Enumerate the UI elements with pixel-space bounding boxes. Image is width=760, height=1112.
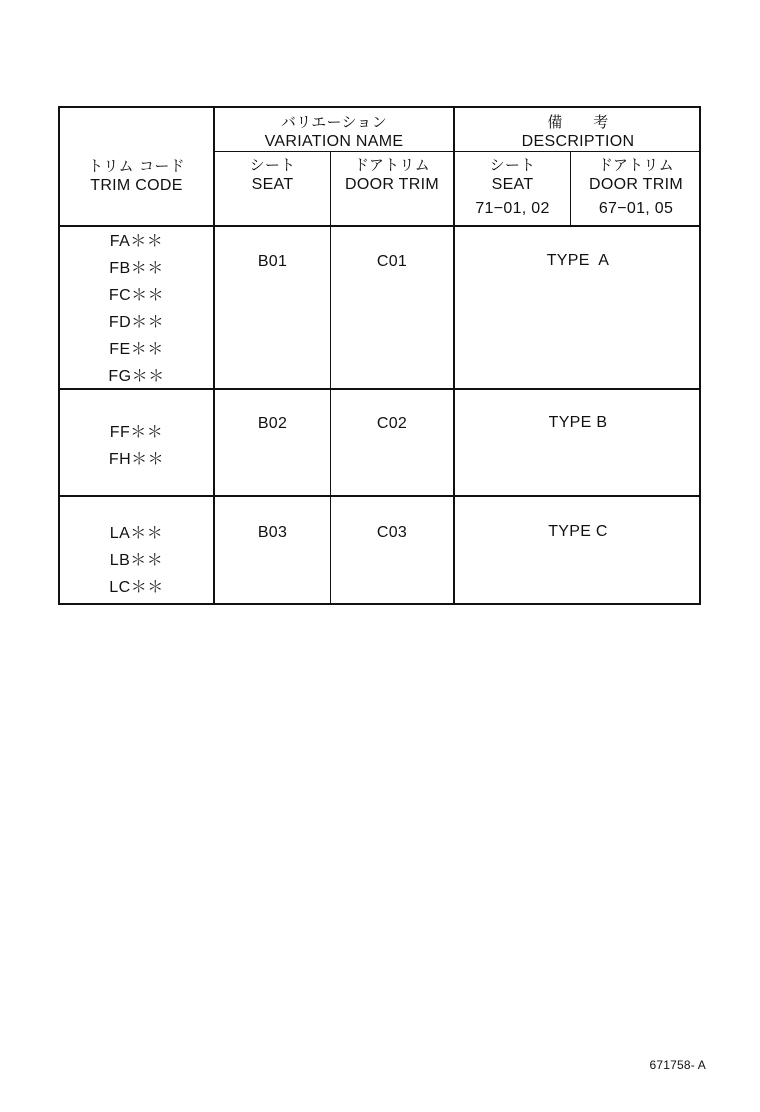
variation-header: VARIATION NAME bbox=[264, 133, 404, 150]
trim-code: FD＊＊ bbox=[108, 314, 165, 331]
door-trim-variation: C02 bbox=[376, 415, 408, 432]
trim-code: FG＊＊ bbox=[108, 368, 165, 385]
description-type: TYPE B bbox=[548, 414, 608, 431]
trim-code: FA＊＊ bbox=[109, 233, 164, 250]
seat-variation: B03 bbox=[257, 524, 288, 541]
seat-header-jp: シート bbox=[249, 156, 296, 174]
figure-reference-number: 671758- A bbox=[649, 1058, 706, 1072]
trim-code-table bbox=[58, 106, 701, 605]
divider bbox=[60, 225, 701, 227]
trim-code-list bbox=[60, 419, 213, 473]
trim-code-list bbox=[60, 520, 213, 601]
trim-code: FF＊＊ bbox=[109, 424, 164, 441]
description-header: DESCRIPTION bbox=[521, 133, 635, 150]
door-trim-header: DOOR TRIM bbox=[345, 176, 439, 193]
trim-code: FE＊＊ bbox=[109, 341, 164, 358]
trim-code: LA＊＊ bbox=[109, 525, 164, 542]
description-type: TYPE C bbox=[548, 523, 608, 540]
divider bbox=[60, 495, 701, 497]
seat-variation: B01 bbox=[257, 253, 288, 270]
trim-code: FB＊＊ bbox=[109, 260, 164, 277]
trim-code: LB＊＊ bbox=[109, 552, 164, 569]
trim-code-header: TRIM CODE bbox=[90, 177, 183, 194]
description-header-jp: 備 考 bbox=[547, 113, 609, 131]
trim-code-header-jp: トリム コード bbox=[88, 157, 185, 175]
desc-door-trim-reference: 67−01, 05 bbox=[598, 200, 674, 217]
door-trim-variation: C01 bbox=[376, 253, 408, 270]
door-trim-variation: C03 bbox=[376, 524, 408, 541]
seat-variation: B02 bbox=[257, 415, 288, 432]
trim-code: FC＊＊ bbox=[108, 287, 165, 304]
description-type: TYPE A bbox=[546, 252, 610, 269]
desc-door-trim-header: DOOR TRIM bbox=[589, 176, 683, 193]
trim-code-list bbox=[60, 228, 213, 390]
desc-seat-header-jp: シート bbox=[489, 156, 536, 174]
variation-header-jp: バリエーション bbox=[280, 113, 388, 131]
desc-seat-reference: 71−01, 02 bbox=[475, 200, 550, 217]
desc-door-trim-header-jp: ドアトリム bbox=[597, 156, 675, 174]
trim-code: LC＊＊ bbox=[109, 579, 164, 596]
seat-header: SEAT bbox=[251, 176, 294, 193]
door-trim-header-jp: ドアトリム bbox=[353, 156, 431, 174]
trim-code: FH＊＊ bbox=[108, 451, 165, 468]
desc-seat-header: SEAT bbox=[491, 176, 534, 193]
